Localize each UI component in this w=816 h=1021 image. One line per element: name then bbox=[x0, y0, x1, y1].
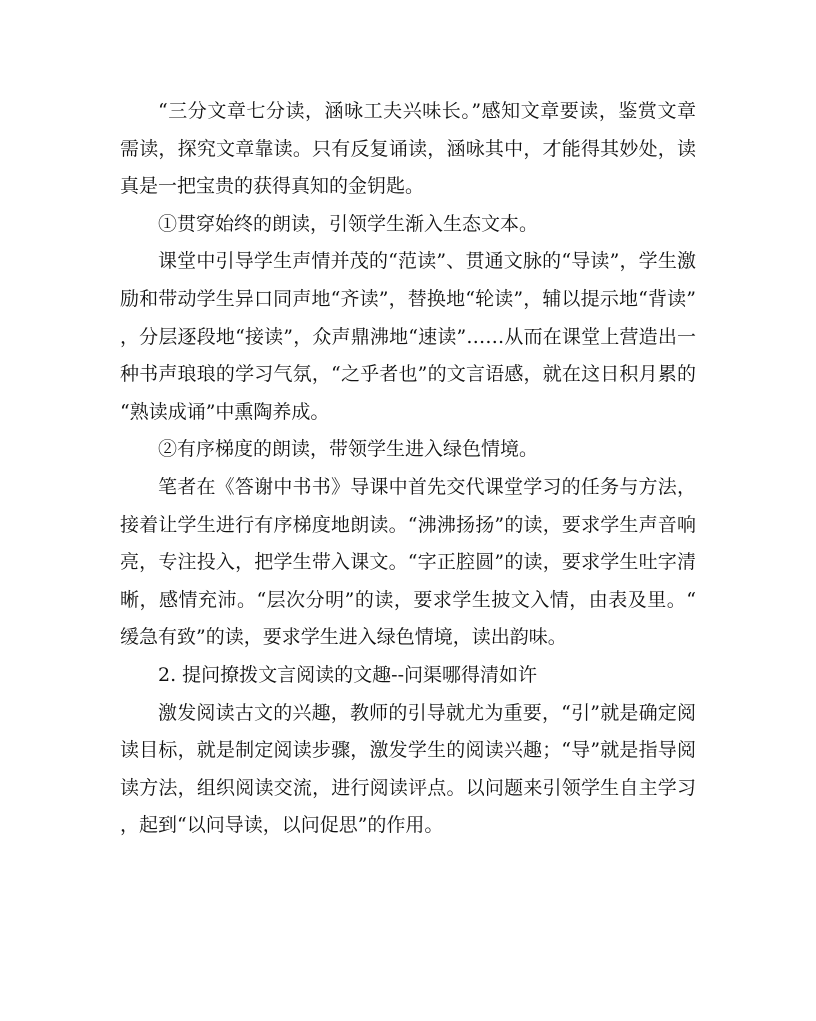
paragraph-section-2-heading: 2. 提问撩拨文言阅读的文趣--问渠哪得清如许 bbox=[158, 663, 538, 686]
document-body bbox=[120, 93, 696, 845]
paragraph-heading-reading-throughout: ①贯穿始终的朗读，引领学生渐入生态文本。 bbox=[158, 212, 539, 235]
paragraph-heading-graded-reading: ②有序梯度的朗读，带领学生进入绿色情境。 bbox=[158, 438, 539, 461]
paragraph-questioning-guidance: 激发阅读古文的兴趣，教师的引导就尤为重要，“引”就是确定阅读目标，就是制定阅读步骤，激发学生的阅读兴趣；“导”就是指导阅读方法，组织阅读交流，进行阅读评点。以问题来引领学生自主学习，起到“以问导读，以问促思”的作用。 bbox=[120, 701, 696, 837]
paragraph-lesson-example: 笔者在《答谢中书书》导课中首先交代课堂学习的任务与方法，接着让学生进行有序梯度地朗读。“沸沸扬扬”的读，要求学生声音响亮，专注投入，把学生带入课文。“字正腔圆”的读，要求学生吐字清晰，感情充沛。“层次分明”的读，要求学生披文入情，由表及里。“缓急有致”的读，要求学生进入绿色情境，读出韵味。 bbox=[120, 475, 696, 649]
paragraph-intro-quote: “三分文章七分读，涵咏工夫兴味长。”感知文章要读，鉴赏文章需读，探究文章靠读。只有反复诵读，涵咏其中，才能得其妙处，读真是一把宝贵的获得真知的金钥匙。 bbox=[120, 100, 696, 198]
paragraph-classroom-reading-methods: 课堂中引导学生声情并茂的“范读”、贯通文脉的“导读”，学生激励和带动学生异口同声地“齐读”，替换地“轮读”，辅以提示地“背读”，分层逐段地“接读”，众声鼎沸地“速读”……从而在课堂上营造出一种书声琅琅的学习气氛，“之乎者也”的文言语感，就在这日积月累的“熟读成诵”中熏陶养成。 bbox=[120, 250, 696, 423]
